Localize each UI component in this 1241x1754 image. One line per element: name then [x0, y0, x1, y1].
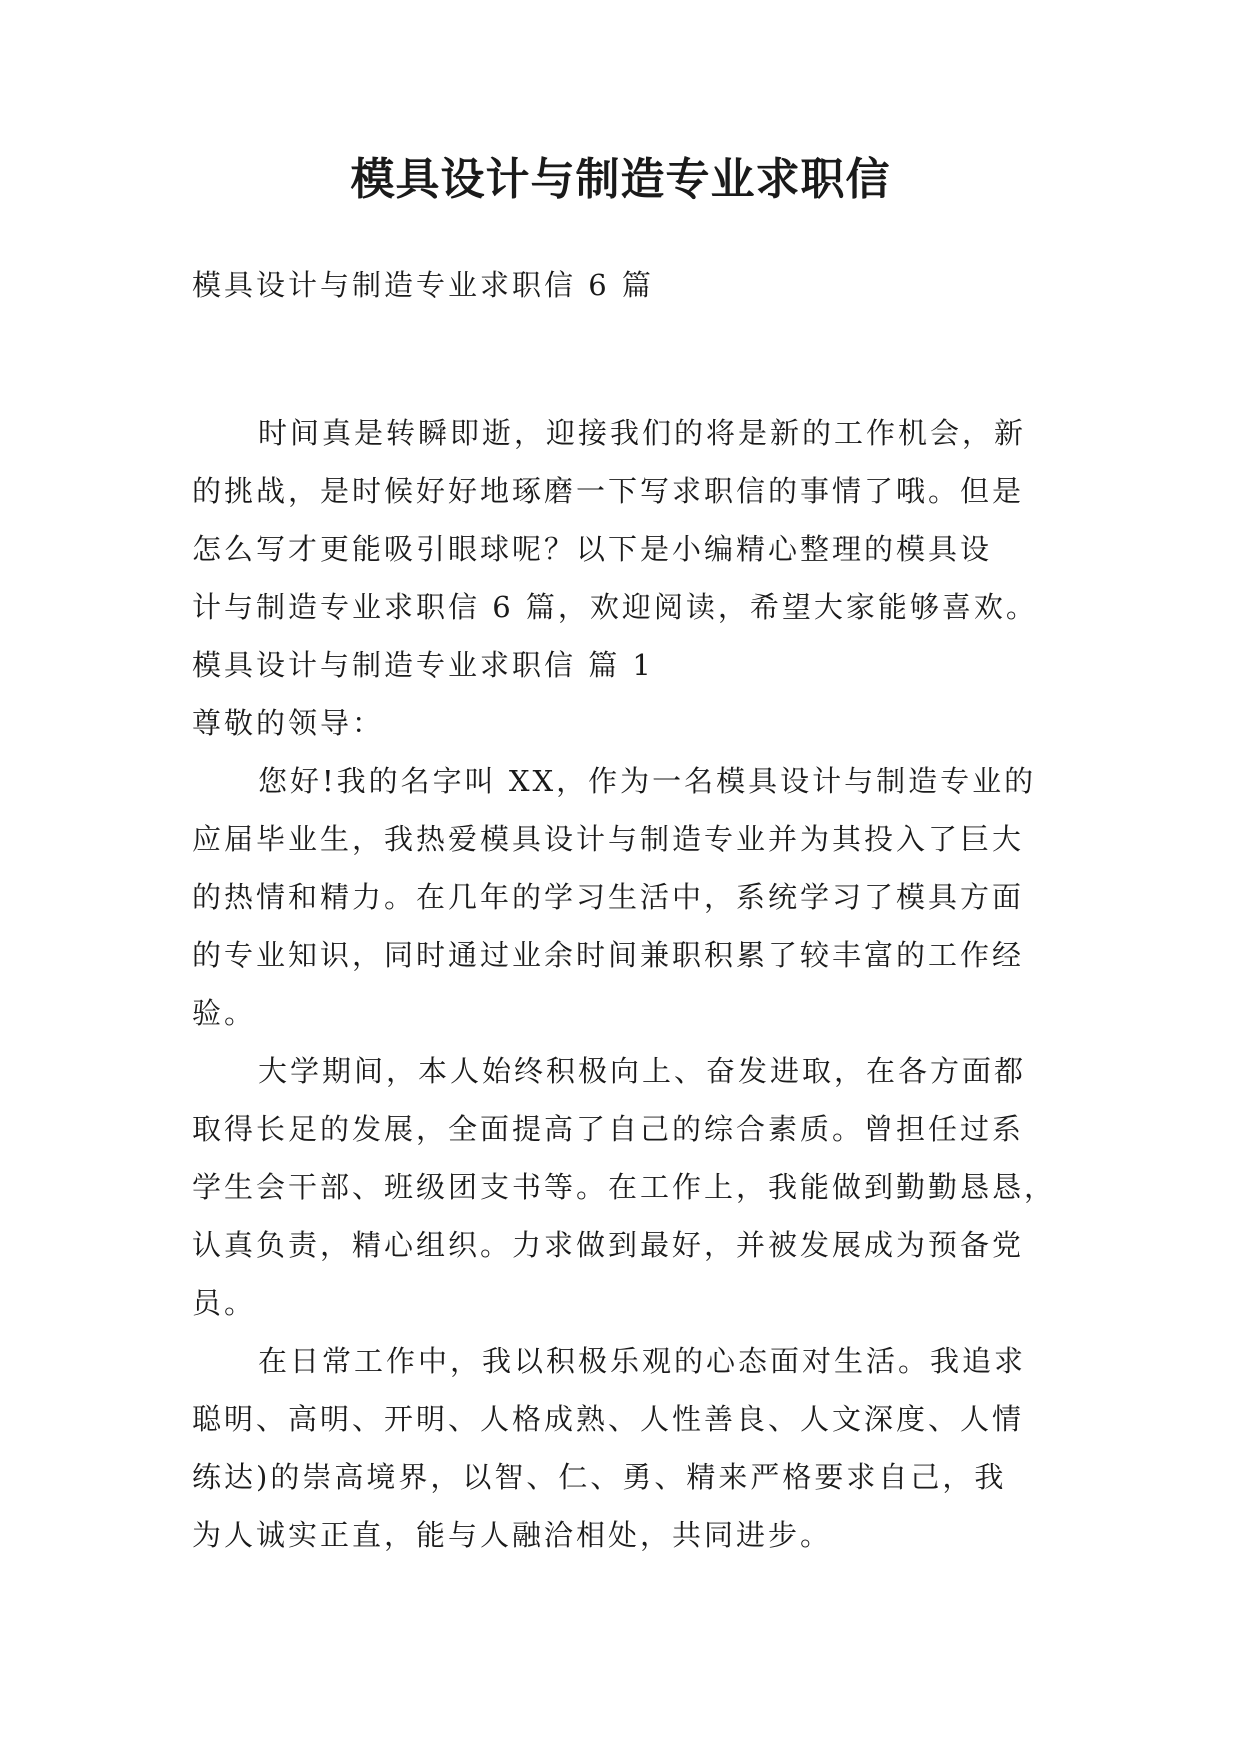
paragraph-line: 应届毕业生，我热爱模具设计与制造专业并为其投入了巨大	[192, 822, 1025, 856]
paragraph-line: 的热情和精力。在几年的学习生活中，系统学习了模具方面	[192, 880, 1025, 914]
intro-line: 的挑战，是时候好好地琢磨一下写求职信的事情了哦。但是	[192, 474, 1025, 508]
paragraph-line: 在日常工作中，我以积极乐观的心态面对生活。我追求	[258, 1344, 1027, 1378]
paragraph-line: 的专业知识，同时通过业余时间兼职积累了较丰富的工作经	[192, 938, 1025, 972]
intro-line: 计与制造专业求职信 6 篇，欢迎阅读，希望大家能够喜欢。	[192, 590, 1038, 624]
intro-line: 怎么写才更能吸引眼球呢？以下是小编精心整理的模具设	[192, 532, 993, 566]
paragraph-line: 您好!我的名字叫 XX，作为一名模具设计与制造专业的	[258, 764, 1037, 798]
paragraph-line: 聪明、高明、开明、人格成熟、人性善良、人文深度、人情	[192, 1402, 1025, 1436]
paragraph-line: 练达)的崇高境界，以智、仁、勇、精来严格要求自己，我	[192, 1460, 1007, 1494]
section-heading: 模具设计与制造专业求职信 篇 1	[192, 648, 654, 682]
paragraph-line: 验。	[192, 996, 257, 1030]
salutation: 尊敬的领导：	[192, 706, 385, 740]
document-body	[192, 404, 1072, 1564]
document-title: 模具设计与制造专业求职信	[350, 154, 891, 205]
paragraph-line: 学生会干部、班级团支书等。在工作上，我能做到勤勤恳恳，	[192, 1170, 1057, 1204]
paragraph-line: 为人诚实正直，能与人融洽相处，共同进步。	[192, 1518, 833, 1552]
paragraph-line: 员。	[192, 1286, 257, 1320]
paragraph-line: 大学期间，本人始终积极向上、奋发进取，在各方面都	[258, 1054, 1027, 1088]
document-subtitle: 模具设计与制造专业求职信 6 篇	[192, 268, 654, 302]
paragraph-line: 取得长足的发展，全面提高了自己的综合素质。曾担任过系	[192, 1112, 1025, 1146]
intro-line: 时间真是转瞬即逝，迎接我们的将是新的工作机会，新	[258, 416, 1027, 450]
paragraph-line: 认真负责，精心组织。力求做到最好，并被发展成为预备党	[192, 1228, 1025, 1262]
